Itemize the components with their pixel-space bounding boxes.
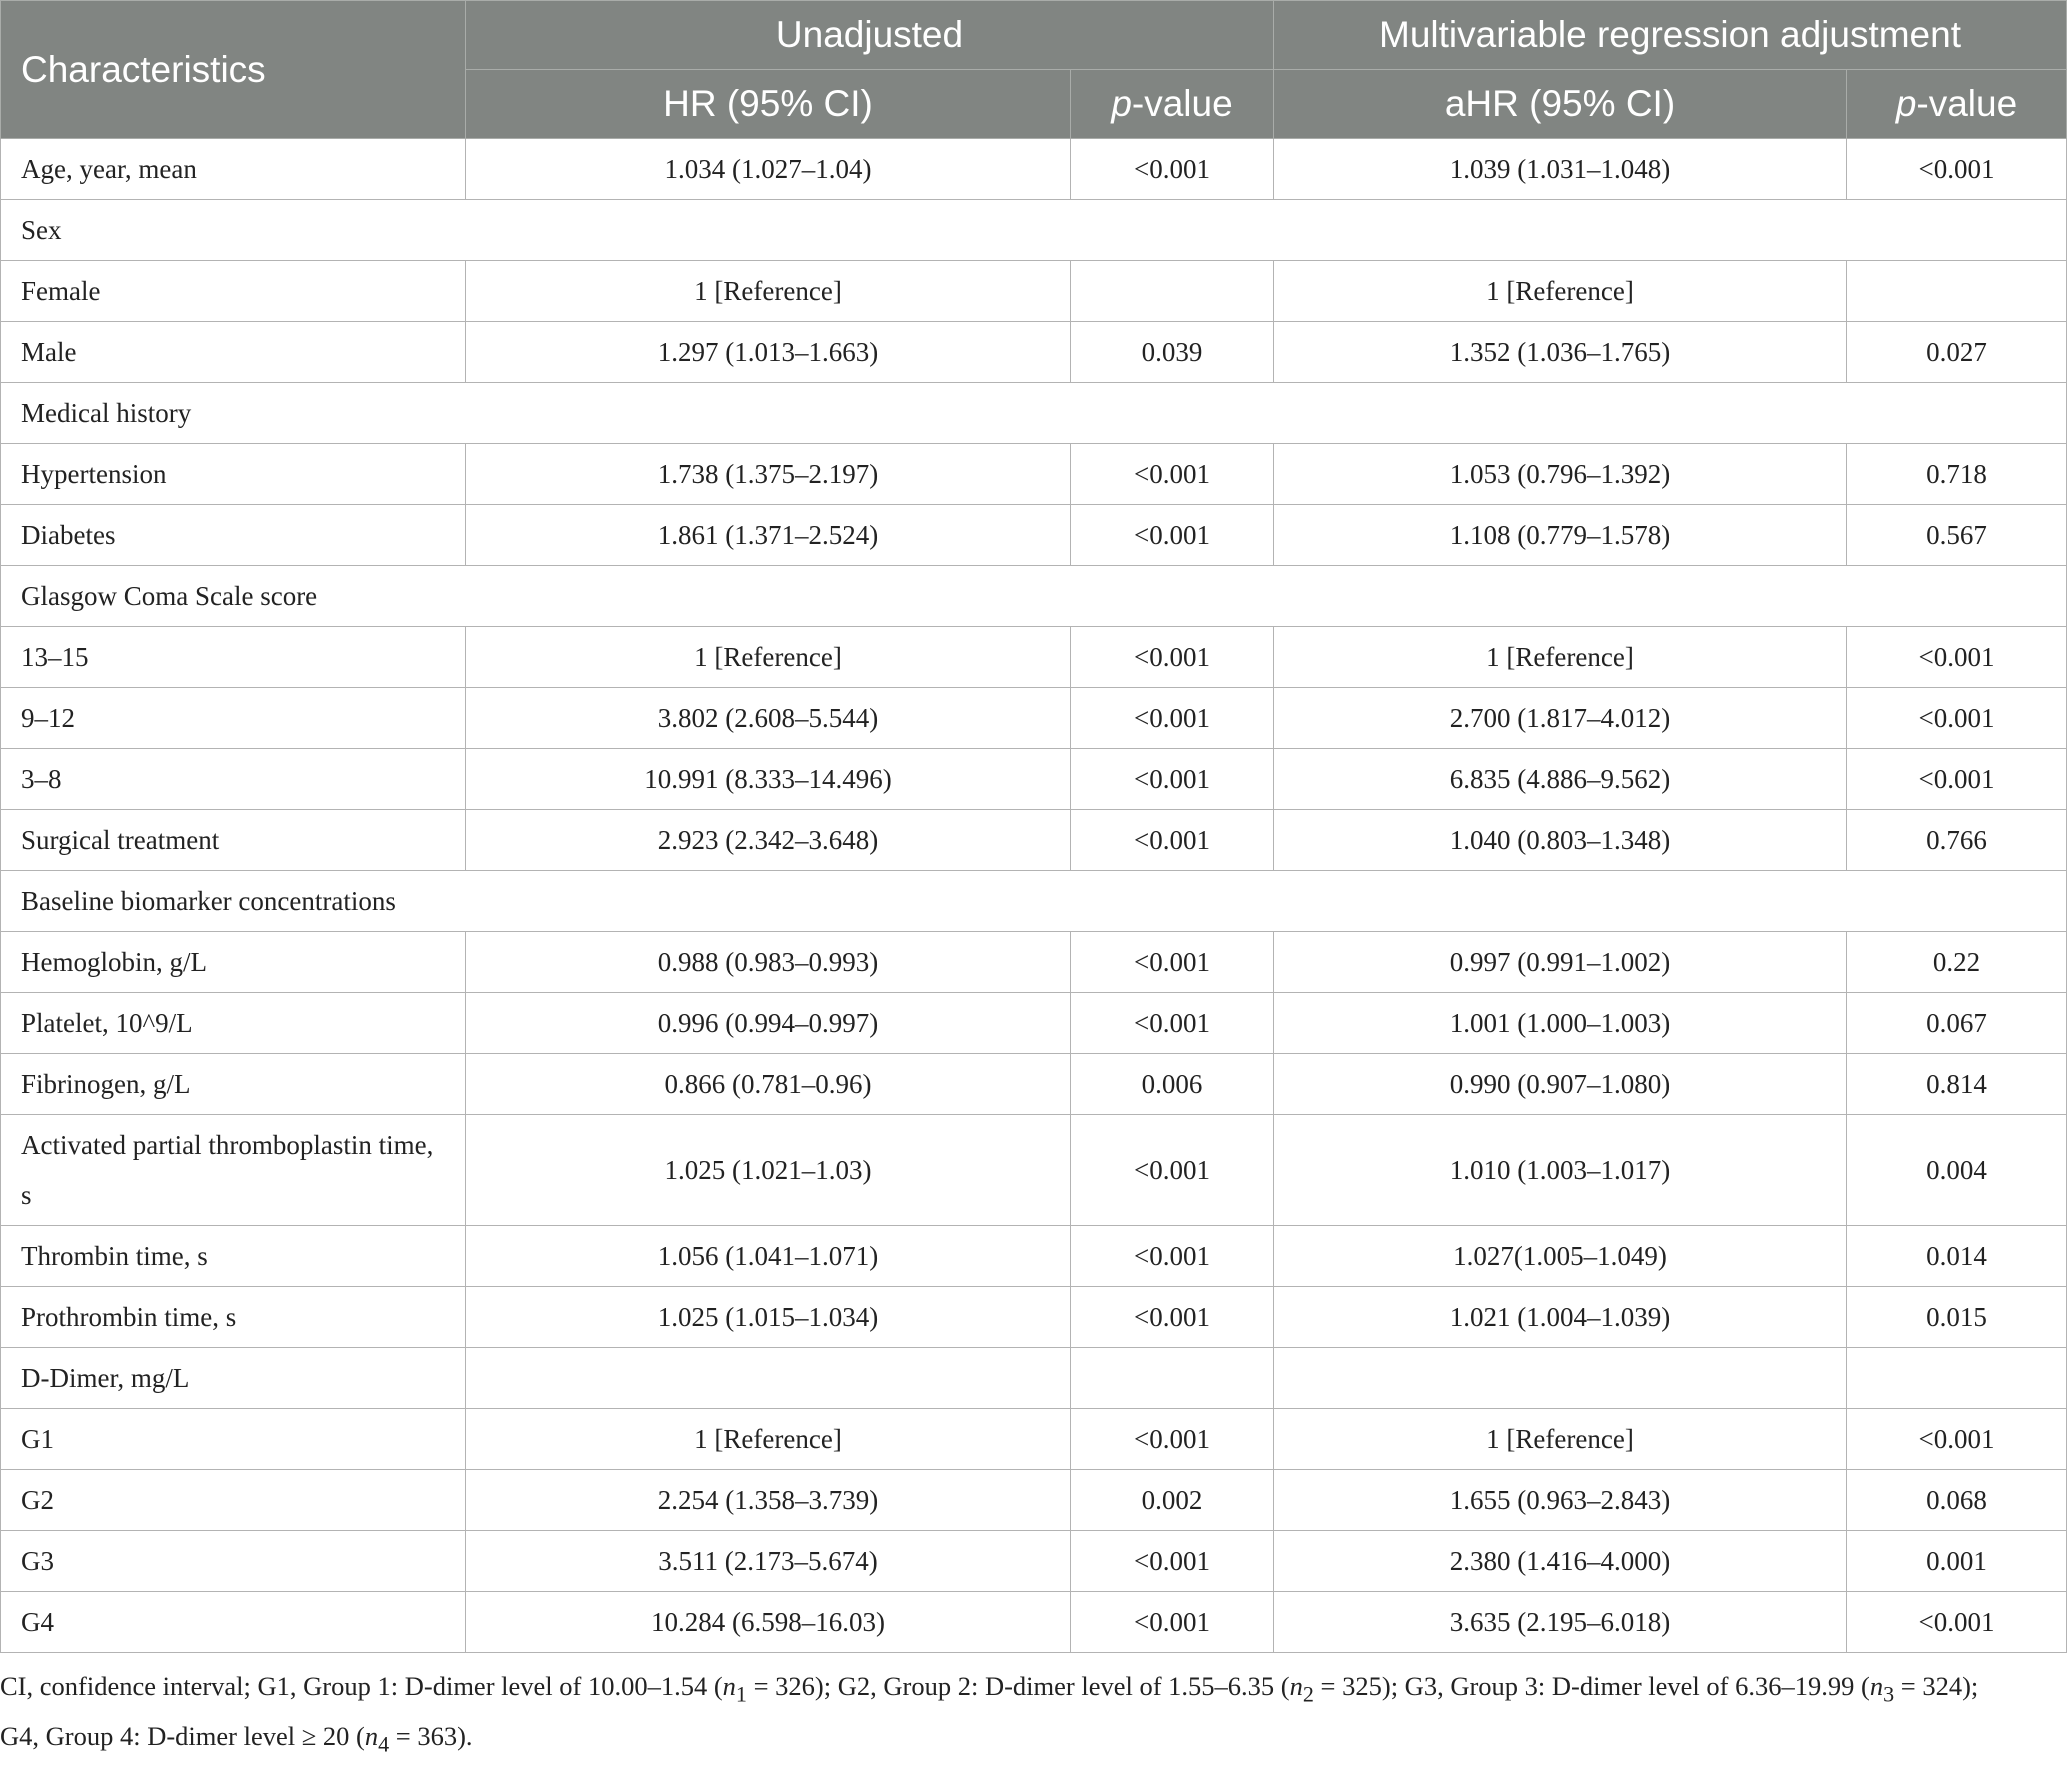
p-value-adjusted-cell: <0.001 [1847, 1409, 2067, 1470]
hr-cell: 1.861 (1.371–2.524) [466, 505, 1071, 566]
p-value-adjusted-cell [1847, 261, 2067, 322]
ahr-cell: 1.039 (1.031–1.048) [1274, 139, 1847, 200]
row-label: 13–15 [1, 627, 466, 688]
ahr-cell: 0.997 (0.991–1.002) [1274, 932, 1847, 993]
row-label: G1 [1, 1409, 466, 1470]
p-value-adjusted-cell: <0.001 [1847, 1592, 2067, 1653]
table-row [1, 810, 2067, 871]
table-row [1, 1348, 2067, 1409]
ahr-cell: 1.053 (0.796–1.392) [1274, 444, 1847, 505]
footnote-text: G4, Group 4: D-dimer level ≥ 20 ( [0, 1721, 365, 1752]
table-row [1, 1531, 2067, 1592]
table-body [1, 139, 2067, 1653]
hr-cell: 1 [Reference] [466, 1409, 1071, 1470]
hr-cell: 0.996 (0.994–0.997) [466, 993, 1071, 1054]
ahr-cell: 1.001 (1.000–1.003) [1274, 993, 1847, 1054]
table-row [1, 444, 2067, 505]
p-value-unadjusted-cell: <0.001 [1071, 444, 1274, 505]
table-row [1, 1287, 2067, 1348]
row-label: Female [1, 261, 466, 322]
p-value-unadjusted-cell: <0.001 [1071, 993, 1274, 1054]
ahr-cell: 1 [Reference] [1274, 261, 1847, 322]
table-row [1, 1470, 2067, 1531]
p-value-adjusted-cell: 0.068 [1847, 1470, 2067, 1531]
p-value-unadjusted-cell: 0.006 [1071, 1054, 1274, 1115]
p-value-adjusted-cell: <0.001 [1847, 139, 2067, 200]
header-unadjusted: Unadjusted [466, 1, 1274, 70]
p-value-adjusted-cell: <0.001 [1847, 749, 2067, 810]
p-value-adjusted-cell: 0.067 [1847, 993, 2067, 1054]
table-row [1, 688, 2067, 749]
p-value-unadjusted-cell: <0.001 [1071, 1531, 1274, 1592]
row-label: Diabetes [1, 505, 466, 566]
row-label: Age, year, mean [1, 139, 466, 200]
table-row [1, 932, 2067, 993]
hr-cell: 2.923 (2.342–3.648) [466, 810, 1071, 871]
hr-cell: 0.988 (0.983–0.993) [466, 932, 1071, 993]
p-value-unadjusted-cell: <0.001 [1071, 1409, 1274, 1470]
footnote-n-var: n [1869, 1671, 1884, 1701]
section-header-row [1, 200, 2067, 261]
header-p-suffix: -value [1131, 83, 1233, 124]
p-value-adjusted-cell: 0.766 [1847, 810, 2067, 871]
row-label: D-Dimer, mg/L [1, 1348, 466, 1409]
row-label: Surgical treatment [1, 810, 466, 871]
p-value-unadjusted-cell: <0.001 [1071, 810, 1274, 871]
footnote-n-var: n [1289, 1671, 1303, 1701]
p-value-adjusted-cell: 0.814 [1847, 1054, 2067, 1115]
table-row [1, 261, 2067, 322]
hr-cell: 10.284 (6.598–16.03) [466, 1592, 1071, 1653]
row-label: Sex [1, 200, 2067, 261]
hr-cell: 1.056 (1.041–1.071) [466, 1226, 1071, 1287]
row-label: Medical history [1, 383, 2067, 444]
row-label: Male [1, 322, 466, 383]
ahr-cell: 0.990 (0.907–1.080) [1274, 1054, 1847, 1115]
hr-cell: 1 [Reference] [466, 261, 1071, 322]
p-value-adjusted-cell [1847, 1348, 2067, 1409]
header-row-1 [1, 1, 2067, 70]
footnote-text: CI, confidence interval; G1, Group 1: D-dimer level of 10.00–1.54 ( [0, 1671, 723, 1701]
p-value-adjusted-cell: 0.22 [1847, 932, 2067, 993]
p-value-adjusted-cell: 0.014 [1847, 1226, 2067, 1287]
p-value-adjusted-cell: 0.001 [1847, 1531, 2067, 1592]
ahr-cell: 1.040 (0.803–1.348) [1274, 810, 1847, 871]
row-label: 9–12 [1, 688, 466, 749]
hr-cell: 3.802 (2.608–5.544) [466, 688, 1071, 749]
table-row [1, 505, 2067, 566]
header-ahr: aHR (95% CI) [1274, 70, 1847, 139]
p-value-unadjusted-cell: <0.001 [1071, 1592, 1274, 1653]
header-p-value-adjusted [1847, 70, 2067, 139]
footnote-n-sub: 2 [1302, 1681, 1314, 1707]
table-footnote [0, 1665, 2060, 1766]
table-row [1, 1054, 2067, 1115]
header-p-letter: p [1895, 83, 1917, 124]
ahr-cell: 1.027(1.005–1.049) [1274, 1226, 1847, 1287]
row-label: Platelet, 10^9/L [1, 993, 466, 1054]
row-label: G4 [1, 1592, 466, 1653]
p-value-adjusted-cell: 0.004 [1847, 1115, 2067, 1226]
p-value-unadjusted-cell: <0.001 [1071, 627, 1274, 688]
footnote-line-2 [0, 1715, 2060, 1765]
footnote-n-sub: 3 [1883, 1681, 1895, 1707]
p-value-unadjusted-cell: <0.001 [1071, 749, 1274, 810]
section-header-row [1, 566, 2067, 627]
table-row [1, 993, 2067, 1054]
row-label: Hypertension [1, 444, 466, 505]
footnote-n-var: n [364, 1721, 379, 1752]
table-row [1, 627, 2067, 688]
row-label: Hemoglobin, g/L [1, 932, 466, 993]
hr-cell: 2.254 (1.358–3.739) [466, 1470, 1071, 1531]
ahr-cell: 2.700 (1.817–4.012) [1274, 688, 1847, 749]
p-value-adjusted-cell: <0.001 [1847, 688, 2067, 749]
ahr-cell: 1 [Reference] [1274, 1409, 1847, 1470]
header-p-value-unadjusted [1071, 70, 1274, 139]
hr-cell [466, 1348, 1071, 1409]
hr-cell: 1 [Reference] [466, 627, 1071, 688]
ahr-cell: 6.835 (4.886–9.562) [1274, 749, 1847, 810]
header-p-letter: p [1111, 83, 1132, 124]
table-row [1, 139, 2067, 200]
row-label: Glasgow Coma Scale score [1, 566, 2067, 627]
p-value-adjusted-cell: <0.001 [1847, 627, 2067, 688]
header-hr: HR (95% CI) [466, 70, 1071, 139]
p-value-unadjusted-cell [1071, 261, 1274, 322]
row-label: G3 [1, 1531, 466, 1592]
table-row [1, 1226, 2067, 1287]
ahr-cell: 1.021 (1.004–1.039) [1274, 1287, 1847, 1348]
footnote-n-sub: 4 [378, 1731, 390, 1757]
p-value-unadjusted-cell: <0.001 [1071, 1226, 1274, 1287]
ahr-cell: 3.635 (2.195–6.018) [1274, 1592, 1847, 1653]
hr-cell: 1.297 (1.013–1.663) [466, 322, 1071, 383]
p-value-unadjusted-cell: 0.039 [1071, 322, 1274, 383]
p-value-unadjusted-cell: <0.001 [1071, 505, 1274, 566]
hr-cell: 1.034 (1.027–1.04) [466, 139, 1071, 200]
ahr-cell: 1.010 (1.003–1.017) [1274, 1115, 1847, 1226]
row-label: Thrombin time, s [1, 1226, 466, 1287]
ahr-cell: 1 [Reference] [1274, 627, 1847, 688]
row-label: Fibrinogen, g/L [1, 1054, 466, 1115]
hr-cell: 3.511 (2.173–5.674) [466, 1531, 1071, 1592]
table-header [1, 1, 2067, 139]
table-row [1, 1592, 2067, 1653]
footnote-n-sub: 1 [735, 1681, 747, 1707]
p-value-adjusted-cell: 0.027 [1847, 322, 2067, 383]
ahr-cell [1274, 1348, 1847, 1409]
footnote-text: = 326); G2, Group 2: D-dimer level of 1.55–6.35 ( [746, 1671, 1290, 1701]
section-header-row [1, 383, 2067, 444]
table-row [1, 1409, 2067, 1470]
section-header-row [1, 871, 2067, 932]
hr-cell: 0.866 (0.781–0.96) [466, 1054, 1071, 1115]
row-label: 3–8 [1, 749, 466, 810]
p-value-unadjusted-cell: <0.001 [1071, 932, 1274, 993]
hr-cell: 1.025 (1.021–1.03) [466, 1115, 1071, 1226]
ahr-cell: 1.108 (0.779–1.578) [1274, 505, 1847, 566]
header-characteristics: Characteristics [1, 1, 466, 139]
footnote-line-1 [0, 1665, 2060, 1715]
p-value-unadjusted-cell: <0.001 [1071, 1115, 1274, 1226]
p-value-adjusted-cell: 0.718 [1847, 444, 2067, 505]
hr-cell: 1.738 (1.375–2.197) [466, 444, 1071, 505]
p-value-unadjusted-cell: <0.001 [1071, 139, 1274, 200]
footnote-n-var: n [722, 1671, 736, 1701]
row-label: Prothrombin time, s [1, 1287, 466, 1348]
p-value-unadjusted-cell: <0.001 [1071, 688, 1274, 749]
footnote-text: = 363). [389, 1721, 473, 1752]
p-value-adjusted-cell: 0.015 [1847, 1287, 2067, 1348]
ahr-cell: 1.352 (1.036–1.765) [1274, 322, 1847, 383]
ahr-cell: 2.380 (1.416–4.000) [1274, 1531, 1847, 1592]
p-value-unadjusted-cell: 0.002 [1071, 1470, 1274, 1531]
hr-cell: 10.991 (8.333–14.496) [466, 749, 1071, 810]
ahr-cell: 1.655 (0.963–2.843) [1274, 1470, 1847, 1531]
row-label: Baseline biomarker concentrations [1, 871, 2067, 932]
p-value-adjusted-cell: 0.567 [1847, 505, 2067, 566]
table-row [1, 322, 2067, 383]
p-value-unadjusted-cell: <0.001 [1071, 1287, 1274, 1348]
table-row [1, 749, 2067, 810]
table-row [1, 1115, 2067, 1226]
header-p-suffix: -value [1916, 83, 2018, 124]
row-label: Activated partial thromboplastin time, s [1, 1115, 466, 1226]
p-value-unadjusted-cell [1071, 1348, 1274, 1409]
header-adjusted: Multivariable regression adjustment [1274, 1, 2067, 70]
footnote-text: = 324); [1894, 1671, 1979, 1701]
row-label: G2 [1, 1470, 466, 1531]
footnote-text: = 325); G3, Group 3: D-dimer level of 6.36–19.99 ( [1313, 1671, 1870, 1701]
hr-cell: 1.025 (1.015–1.034) [466, 1287, 1071, 1348]
